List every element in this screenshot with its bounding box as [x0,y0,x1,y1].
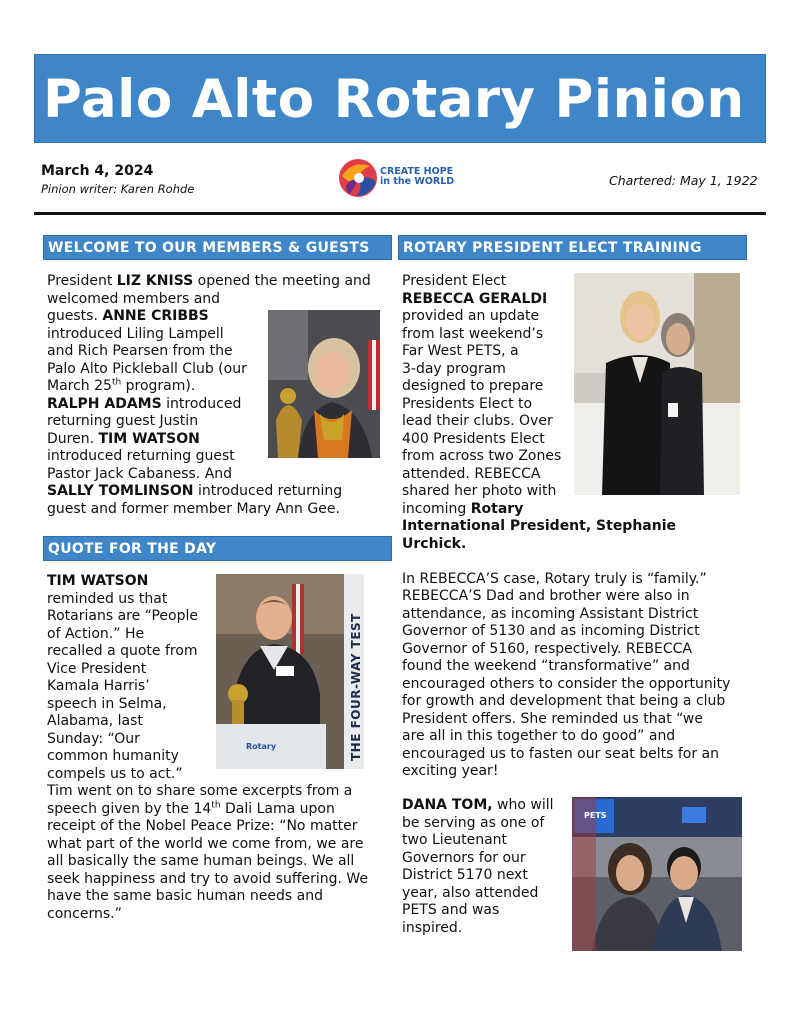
text-line [47,343,233,361]
text-run: and Rich Pearsen from the [47,343,233,359]
text-run: Rotary [470,500,524,517]
text-run: who will [492,797,554,813]
text-run: introduced returning guest [47,448,235,464]
text-run: President Elect [402,273,507,289]
text-run: th [211,799,221,810]
text-line [402,518,676,536]
text-run: Sunday: “Our [47,730,140,747]
text-run: lead their clubs. Over [402,413,553,429]
text-line [47,731,140,749]
text-line [47,573,148,591]
text-line [402,623,700,641]
text-run: Far West PETS, a [402,343,519,359]
text-run: from last weekend’s [402,325,544,342]
text-run: two Lieutenant [402,832,508,848]
text-line [402,815,544,833]
text-line [402,291,547,309]
text-line [47,591,167,609]
text-run: Governor of 5160, respectively. REBECCA [402,640,693,657]
text-line [402,326,543,344]
text-line [402,501,523,519]
text-line [47,378,195,396]
text-run: REBECCA GERALDI [402,290,548,307]
rebecca-geraldi-photo [574,273,740,495]
chartered-date: Chartered: May 1, 1922 [609,173,758,188]
text-run: encouraged us to fasten our seat belts for an [402,745,719,762]
text-run: of Action.” He [47,625,145,642]
text-line [402,711,703,729]
text-line [402,676,730,694]
text-run: introduced returning [193,483,343,499]
podium-rotary-label: Rotary [246,742,277,751]
text-run: program). [121,378,196,394]
text-line [402,728,675,746]
text-run: encouraged others to consider the opportunity [402,675,731,692]
text-line [47,326,224,344]
text-line [402,483,556,501]
text-run: Palo Alto Pickleball Club (our [47,360,247,377]
text-line [402,413,553,431]
text-run: LIZ KNISS [116,273,194,289]
text-run: Dali Lama upon [220,800,335,817]
text-line [402,902,499,920]
text-line [47,626,144,644]
text-line [47,783,352,801]
text-line [47,448,235,466]
text-line [47,396,241,414]
text-run: receipt of the Nobel Peace Prize: “No matter [47,818,358,834]
text-run: Duren. [47,430,99,447]
text-line [47,888,323,906]
text-run: introduced Liling Lampell [47,325,224,342]
text-run: from across two Zones [402,448,562,464]
text-run: speech in Selma, [47,695,167,712]
text-run: speech given by the 14 [47,800,212,817]
text-line [402,308,539,326]
text-line [47,501,340,519]
text-run: have the same basic human needs and [47,888,323,904]
text-run: 3-day program [402,360,506,377]
text-line [402,693,725,711]
text-line [402,641,692,659]
text-line [47,608,198,626]
text-line [47,871,368,889]
text-run: 400 Presidents Elect [402,430,545,447]
text-run: ANNE CRIBBS [102,308,209,324]
text-line [47,678,150,696]
text-run: International President, Stephanie [402,518,677,534]
text-line [47,466,232,484]
text-line [402,396,532,414]
text-line [402,361,506,379]
text-run: Pastor Jack Cabaness. And [47,465,233,482]
text-run: President [47,273,117,289]
text-run: Tim went on to share some excerpts from a [47,783,353,799]
text-run: what part of the world we come from, we are [47,835,364,852]
text-run: for growth and development that being a club [402,693,726,709]
text-line [402,571,707,589]
text-run: TIM WATSON [47,573,149,589]
text-line [47,483,342,501]
text-run: introduced [161,395,242,412]
text-line [402,273,506,291]
text-run: shared her photo with [402,483,557,499]
text-run: inspired. [402,919,463,936]
logo-line-1: CREATE HOPE [380,166,454,177]
welcome-heading: WELCOME TO OUR MEMBERS & GUESTS [43,235,392,260]
quote-heading: QUOTE FOR THE DAY [43,536,392,561]
text-line [47,853,354,871]
text-run: Presidents Elect to [402,395,533,412]
text-line [402,867,528,885]
text-run: Vice President [47,660,147,677]
text-run: District 5170 next [402,867,528,883]
text-run: welcomed members and [47,290,221,307]
text-run: concerns.” [47,905,122,922]
text-line [402,588,690,606]
header-divider [34,212,766,215]
text-line [402,606,698,624]
pets-screen-label: PETS [584,811,607,820]
text-run: Governors for our [402,849,526,866]
text-run: guest and former member Mary Ann Gee. [47,500,340,517]
text-line [47,291,220,309]
text-run: all basically the same human beings. We all [47,853,355,869]
create-hope-logo [338,156,458,200]
text-run: found the weekend “transformative” and [402,658,690,674]
text-line [47,661,146,679]
text-run: President offers. She reminded us that “we [402,710,703,727]
text-run: returning guest Justin [47,413,199,429]
text-run: RALPH ADAMS [47,395,162,412]
text-line [402,658,690,676]
text-line [47,748,179,766]
dana-tom-photo [572,797,742,951]
text-run: Kamala Harris’ [47,678,150,694]
text-line [402,431,545,449]
text-line [47,643,198,661]
issue-date: March 4, 2024 [41,163,154,179]
text-run: In REBECCA’S case, Rotary truly is “family.” [402,570,707,587]
text-line [402,885,538,903]
text-line [47,696,167,714]
text-run: Alabama, last [47,713,143,729]
training-heading: ROTARY PRESIDENT ELECT TRAINING [398,235,747,260]
text-line [47,713,143,731]
text-line [47,766,183,784]
tim-watson-photo [216,574,364,769]
text-run: year, also attended [402,884,539,901]
text-line [402,920,462,938]
text-run: exciting year! [402,763,499,779]
text-run: reminded us that [47,590,168,607]
text-run: common humanity [47,748,179,764]
anne-cribbs-photo [268,310,380,458]
text-run: attended. REBECCA [402,465,541,482]
text-run: REBECCA’S Dad and brother were also in [402,588,690,604]
text-run: Governor of 5130 and as incoming District [402,623,700,639]
text-run: TIM WATSON [98,430,200,447]
text-run: March 25 [47,378,112,394]
text-line [402,448,561,466]
text-run: provided an update [402,308,540,324]
text-run: DANA TOM, [402,797,493,813]
text-line [47,906,122,924]
text-run: PETS and was [402,902,500,918]
text-run: guests. [47,308,103,324]
text-line [47,818,358,836]
text-line [402,746,719,764]
text-line [402,850,526,868]
text-line [47,413,198,431]
text-run: recalled a quote from [47,643,198,659]
text-line [47,836,363,854]
text-run: th [111,377,122,388]
pinion-writer: Pinion writer: Karen Rohde [41,182,195,196]
text-run: are all in this together to do good” and [402,728,676,744]
text-line [402,536,466,554]
text-line [47,273,371,291]
text-line [402,466,540,484]
text-run: designed to prepare [402,378,544,394]
newsletter-title: Palo Alto Rotary Pinion [43,69,745,130]
text-line [402,797,554,815]
text-run: seek happiness and try to avoid suffering. We [47,870,369,887]
four-way-test-banner [346,594,362,769]
text-line [402,763,498,781]
text-run: be serving as one of [402,814,545,831]
text-run: attendance, as incoming Assistant District [402,605,699,622]
rotary-swirl-icon [338,156,378,200]
text-line [47,361,247,379]
text-line [47,431,200,449]
logo-line-2: in the WORLD [380,176,455,187]
text-line [47,801,335,819]
text-run: Rotarians are “People [47,608,198,624]
text-line [47,308,209,326]
text-run: incoming [402,500,471,517]
text-run: compels us to act.” [47,765,183,782]
masthead-banner [34,54,766,143]
text-run: opened the meeting and [193,273,371,289]
text-run: SALLY TOMLINSON [47,483,194,499]
four-way-test-text: THE FOUR-WAY TEST [349,613,363,761]
text-run: Urchick. [402,535,467,552]
text-line [402,343,519,361]
text-line [402,378,543,396]
text-line [402,832,507,850]
